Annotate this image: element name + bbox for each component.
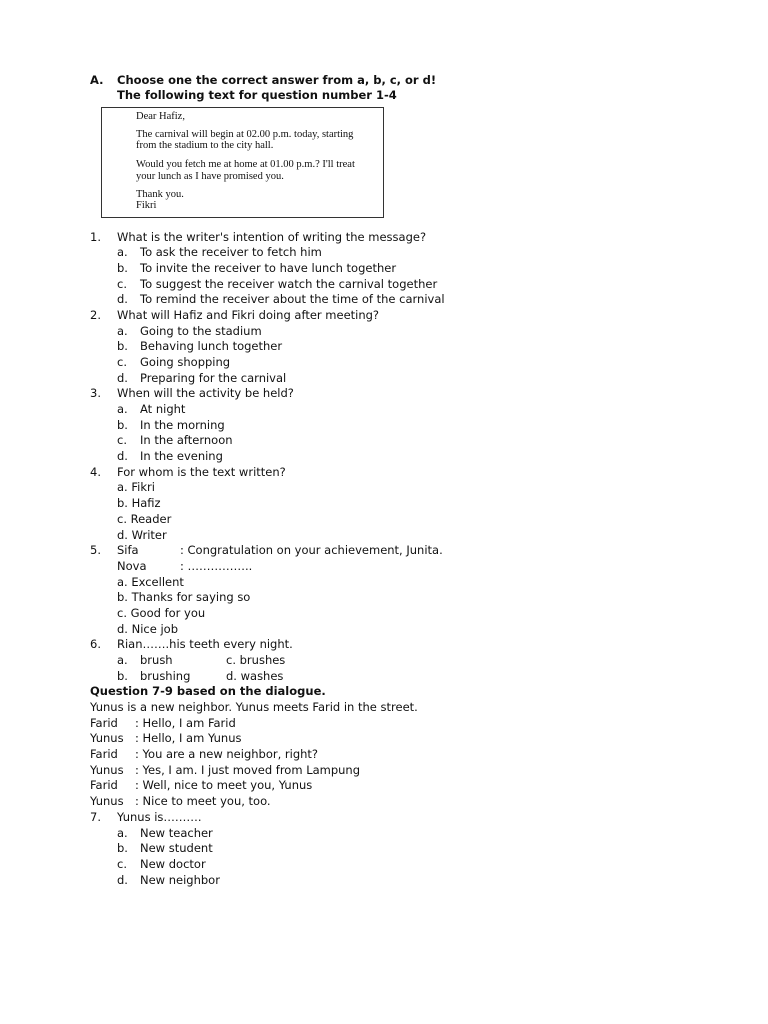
dialogue-heading: Question 7-9 based on the dialogue. [90, 684, 326, 698]
question-text: What will Hafiz and Fikri doing after meeting? [117, 308, 380, 322]
option-text: Preparing for the carnival [140, 371, 287, 385]
option-letter: b. [117, 339, 128, 353]
option-letter: c. [117, 433, 127, 447]
letter-signature: Fikri [136, 200, 157, 211]
letter-box [101, 107, 384, 218]
dialogue-speaker: Farid [90, 747, 118, 761]
option-letter: d. [117, 449, 128, 463]
option-text: d. Nice job [117, 622, 178, 636]
question-number: 4. [90, 465, 101, 479]
text-intro: The following text for question number 1-4 [117, 88, 397, 102]
speaker-name: Nova [117, 559, 147, 573]
dialogue-speaker: Farid [90, 778, 118, 792]
option-text: c. brushes [226, 653, 286, 667]
option-letter: b. [117, 261, 128, 275]
letter-line: from the stadium to the city hall. [136, 140, 274, 151]
option-letter: a. [117, 402, 128, 416]
question-number: 6. [90, 637, 101, 651]
letter-greeting: Dear Hafiz, [136, 111, 185, 122]
option-letter: b. [117, 841, 128, 855]
option-text: a. Excellent [117, 575, 184, 589]
option-text: brush [140, 653, 173, 667]
section-marker: A. [90, 73, 104, 87]
option-text: a. Fikri [117, 480, 155, 494]
option-text: In the morning [140, 418, 225, 432]
question-text: For whom is the text written? [117, 465, 286, 479]
option-text: In the evening [140, 449, 223, 463]
option-text: New student [140, 841, 213, 855]
option-text: d. Writer [117, 528, 167, 542]
question-number: 1. [90, 230, 101, 244]
option-text: brushing [140, 669, 191, 683]
dialogue-line: : Well, nice to meet you, Yunus [135, 778, 313, 792]
dialogue-line: : You are a new neighbor, right? [135, 747, 319, 761]
option-letter: b. [117, 669, 128, 683]
dialogue-speaker: Yunus [90, 731, 124, 745]
option-letter: c. [117, 277, 127, 291]
option-letter: a. [117, 653, 128, 667]
dialogue-speaker: Yunus [90, 794, 124, 808]
option-text: Behaving lunch together [140, 339, 283, 353]
option-text: To suggest the receiver watch the carnival together [140, 277, 438, 291]
option-letter: d. [117, 292, 128, 306]
question-text: Rian…….his teeth every night. [117, 637, 293, 651]
question-text: When will the activity be held? [117, 386, 294, 400]
question-text: What is the writer's intention of writing the message? [117, 230, 427, 244]
option-letter: b. [117, 418, 128, 432]
dialogue-line: : Hello, I am Farid [135, 716, 236, 730]
letter-closing: Thank you. [136, 189, 184, 200]
question-number: 7. [90, 810, 101, 824]
option-text: At night [140, 402, 186, 416]
speaker-line: : Congratulation on your achievement, Junita. [180, 543, 443, 557]
question-number: 2. [90, 308, 101, 322]
option-letter: c. [117, 857, 127, 871]
letter-line: Would you fetch me at home at 01.00 p.m.? I'll treat [136, 159, 355, 170]
option-text: d. washes [226, 669, 284, 683]
option-text: Going to the stadium [140, 324, 262, 338]
option-letter: d. [117, 371, 128, 385]
option-text: To invite the receiver to have lunch together [140, 261, 397, 275]
option-text: In the afternoon [140, 433, 233, 447]
speaker-name: Sifa [117, 543, 139, 557]
option-text: New teacher [140, 826, 213, 840]
dialogue-intro: Yunus is a new neighbor. Yunus meets Farid in the street. [90, 700, 418, 714]
option-letter: d. [117, 873, 128, 887]
option-text: Going shopping [140, 355, 231, 369]
option-text: New neighbor [140, 873, 220, 887]
speaker-line: : …………….. [180, 559, 253, 573]
option-letter: a. [117, 324, 128, 338]
option-text: b. Thanks for saying so [117, 590, 251, 604]
option-text: b. Hafiz [117, 496, 161, 510]
option-text: To ask the receiver to fetch him [140, 245, 322, 259]
letter-line: The carnival will begin at 02.00 p.m. today, starting [136, 129, 354, 140]
section-instruction: Choose one the correct answer from a, b, c, or d! [117, 73, 437, 87]
dialogue-line: : Hello, I am Yunus [135, 731, 242, 745]
dialogue-speaker: Yunus [90, 763, 124, 777]
letter-line: your lunch as I have promised you. [136, 171, 284, 182]
option-letter: a. [117, 245, 128, 259]
option-text: c. Reader [117, 512, 172, 526]
option-letter: a. [117, 826, 128, 840]
dialogue-line: : Yes, I am. I just moved from Lampung [135, 763, 361, 777]
option-text: c. Good for you [117, 606, 206, 620]
dialogue-speaker: Farid [90, 716, 118, 730]
dialogue-line: : Nice to meet you, too. [135, 794, 271, 808]
option-letter: c. [117, 355, 127, 369]
question-text: Yunus is………. [117, 810, 202, 824]
option-text: To remind the receiver about the time of the carnival [140, 292, 445, 306]
option-text: New doctor [140, 857, 206, 871]
question-number: 5. [90, 543, 101, 557]
question-number: 3. [90, 386, 101, 400]
